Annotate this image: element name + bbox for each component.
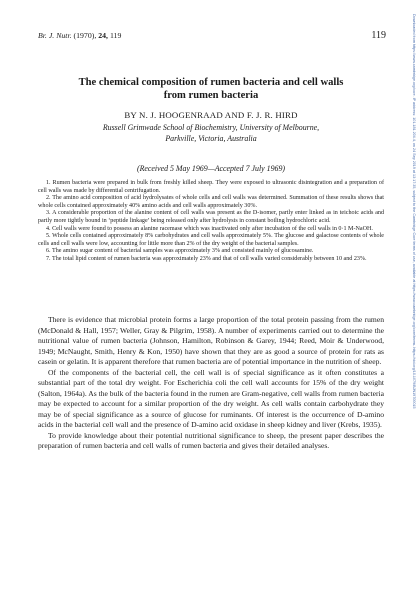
received-dates: (Received 5 May 1969—Accepted 7 July 1969) bbox=[136, 164, 286, 173]
journal-reference bbox=[38, 31, 121, 40]
title-line-1: The chemical composition of rumen bacteria and cell walls bbox=[78, 77, 344, 88]
affiliation-line-1: Russell Grimwade School of Biochemistry, University of Melbourne, bbox=[102, 123, 320, 132]
summary-item: 1. Rumen bacteria were prepared in bulk from freshly killed sheep. They were exposed to ultrasonic disintegration and a preparation of cell walls was made by differential centrifugation. bbox=[38, 180, 384, 194]
journal-pages: 119 bbox=[109, 31, 122, 40]
summary-item: 6. The amino sugar content of bacterial samples was approximately 3% and consisted mainly of glucosamine. bbox=[46, 248, 314, 255]
summary-item: 2. The amino acid composition of acid hydrolysates of whole cells and cell walls was determined. Summation of these results shows that whole cells contained approximately 40% amino acids and cell walls approximately 30%. bbox=[38, 195, 384, 209]
affiliation-line-2: Parkville, Victoria, Australia bbox=[165, 133, 257, 143]
summary-item: 7. The total lipid content of rumen bacteria was approximately 23% and that of cell walls varied considerably between 10 and 23%. bbox=[46, 255, 367, 262]
journal-name: Br. J. Nutr. bbox=[38, 31, 72, 40]
authors: BY N. J. HOOGENRAAD AND F. J. R. HIRD bbox=[124, 110, 298, 120]
body-paragraph: To provide knowledge about their potential nutritional significance to sheep, the present paper describes the preparation of rumen bacteria and cell walls of rumen bacteria and gives their detailed analyses. bbox=[38, 430, 384, 450]
article-page bbox=[36, 0, 386, 600]
summary-item: 4. Cell walls were found to possess an alanine racemase which was inactivated only after incubation of the cell walls in 0·1 M-NaOH. bbox=[46, 225, 373, 232]
journal-year: (1970), bbox=[73, 31, 97, 40]
body-text bbox=[38, 315, 384, 452]
running-head bbox=[36, 31, 386, 45]
journal-volume: 24, bbox=[98, 31, 108, 40]
summary-item: 5. Whole cells contained approximately 8% carbohydrates and cell walls approximately 5%. The glucose and galactose contents of whole cells and cell walls were low, accounting for little more than 2% of the dry weight of the bacterial samples. bbox=[38, 233, 384, 247]
download-margin-note: Downloaded from https://www.cambridge.org/core. IP address: 101.181.204.4, on 24 Sep 2019 at 13:17:35, subject to the Cambridge Core terms of use, available at https://www.cambridge.org/core/terms. https://doi.org/10.1079/BJN19700015 bbox=[412, 14, 416, 409]
article-title bbox=[36, 76, 386, 102]
page-number: 119 bbox=[371, 30, 386, 41]
summary bbox=[38, 180, 384, 264]
body-paragraph: Of the components of the bacterial cell, the cell wall is of special significance as it often constitutes a substantial part of the total dry weight. For Escherichia coli the cell wall accounts for 15% of the dry weight (Salton, 1964a). As the bulk of the bacteria found in the rumen are Gram-negative, cell walls from rumen bacteria may be expected to account for a similar proportion of the dry weight. As cell walls contain carbohydrate they may be of special significance as a source of glucose for ruminants. Of interest is the occurrence of D-amino acids in the bacterial cell wall and the presence of D-amino acid oxidase in sheep kidney and liver (Krebs, 1935). bbox=[38, 367, 384, 429]
summary-item: 3. A considerable proportion of the alanine content of cell walls was present as the D-isomer, partly enter linked as in teichoic acids and partly more tightly bound in ‘peptide linkage’ being released only after hydrolysis in constant boiling hydrochloric acid. bbox=[38, 210, 384, 224]
affiliation bbox=[36, 123, 386, 144]
body-paragraph: There is evidence that microbial protein forms a large proportion of the total protein passing from the rumen (McDonald & Hall, 1957; Weller, Gray & Pilgrim, 1958). A number of experiments carried out to determine the nutritional value of rumen bacteria (Johnson, Hamilton, Robinson & Garey, 1944; Reed, Moir & Underwood, 1949; McNaught, Smith, Henry & Kon, 1950) have shown that they are as good a source of protein for rats as casein or gelatin. It is apparent therefore that rumen bacteria are of potential importance in the nutrition of sheep. bbox=[38, 315, 384, 366]
title-line-2: from rumen bacteria bbox=[163, 90, 259, 101]
